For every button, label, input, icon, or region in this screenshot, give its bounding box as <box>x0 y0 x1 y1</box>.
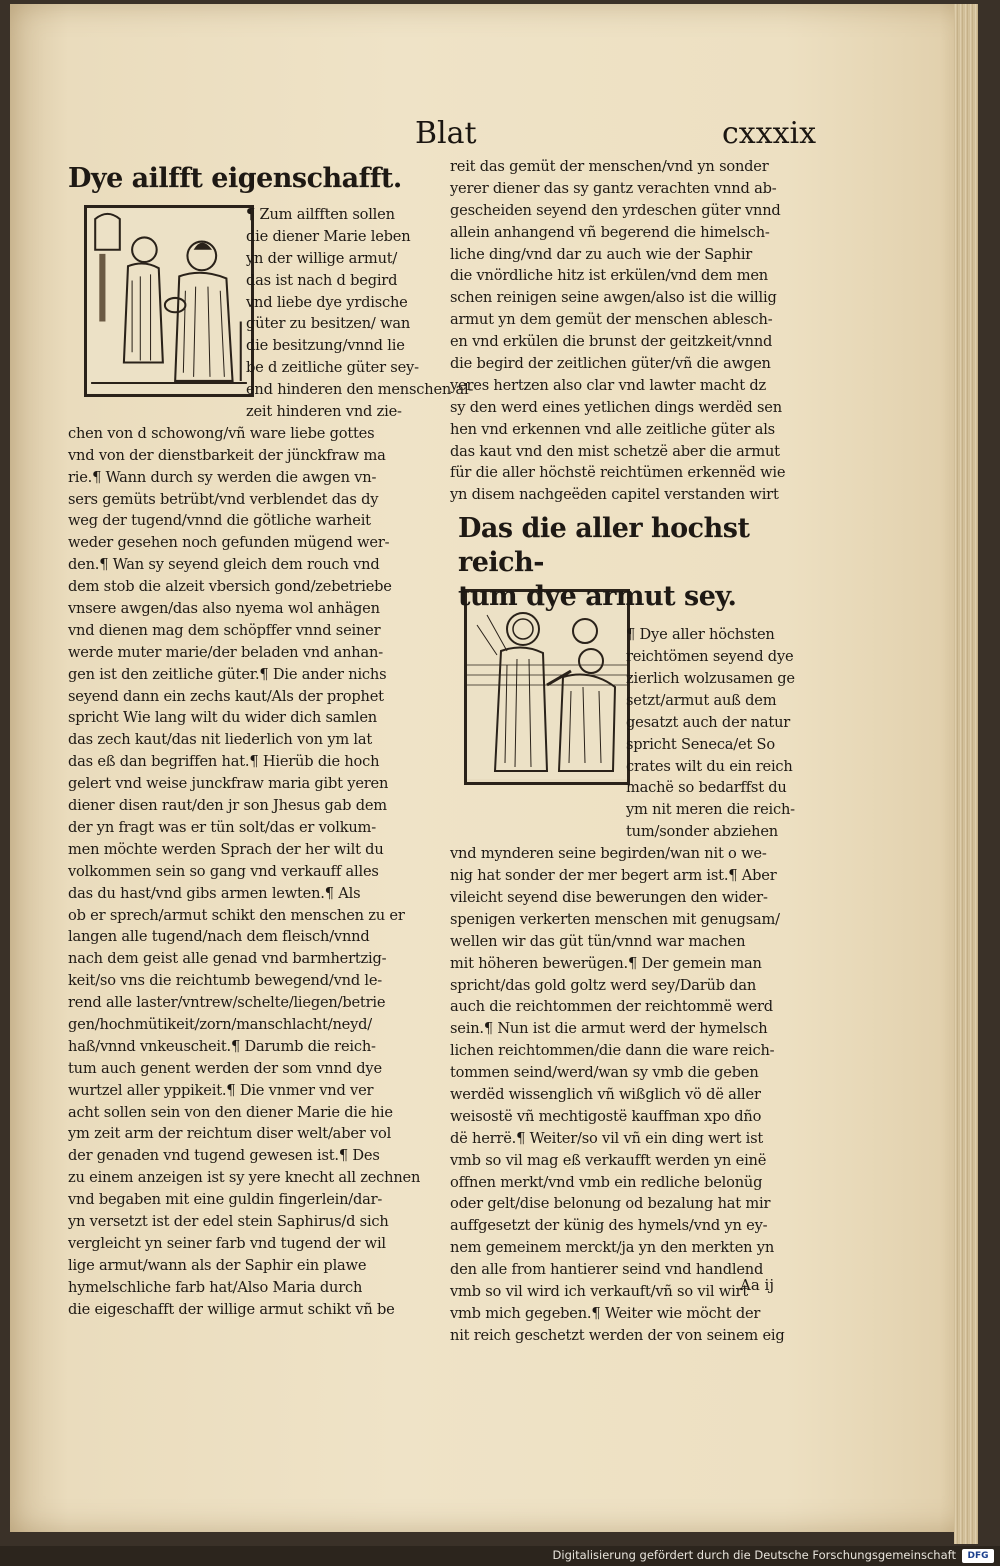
text-line: spenigen verkerten menschen mit genugsam/ <box>450 910 780 928</box>
right-chapter-heading <box>458 512 822 614</box>
left-text-body <box>68 423 438 1321</box>
text-line: das zech kaut/das nit liederlich von ym lat <box>68 731 373 749</box>
text-line: chen von d schowong/vñ ware liebe gottes <box>68 424 375 442</box>
text-line: rend alle laster/vntrew/schelte/liegen/betrie <box>68 994 386 1012</box>
text-line: gelert vnd weise junckfraw maria gibt yeren <box>68 775 389 793</box>
text-line: den alle from hantierer seind vnd handlend <box>450 1261 764 1279</box>
text-line: yn der willige armut/ <box>246 249 398 267</box>
text-line: yeres hertzen also clar vnd lawter macht dz <box>450 376 766 394</box>
text-line: vmb so vil mag eß verkaufft werden yn einë <box>450 1151 767 1169</box>
text-line: diener disen raut/den jr son Jhesus gab dem <box>68 797 387 815</box>
text-line: die diener Marie leben <box>246 227 411 245</box>
text-line: das eß dan begriffen hat.¶ Hierüb die hoch <box>68 753 380 771</box>
text-line: weisostë vñ mechtigostë kauffman xpo dño <box>450 1107 762 1125</box>
text-line: spricht/das gold goltz werd sey/Darüb dan <box>450 976 757 994</box>
text-line: vmb mich gegeben.¶ Weiter wie möcht der <box>450 1304 761 1322</box>
text-line: end hinderen den menschen al- <box>246 381 474 399</box>
left-text-column <box>68 162 474 1320</box>
text-line: lichen reichtommen/die dann die ware reich- <box>450 1042 775 1060</box>
footer-credit: Digitalisierung gefördert durch die Deutsche Forschungsgemeinschaft <box>552 1548 956 1562</box>
dfg-logo: DFG <box>962 1549 994 1563</box>
left-text-beside-woodcut <box>246 204 474 423</box>
text-line: haß/vnnd vnkeuscheit.¶ Darumb die reich- <box>68 1037 376 1055</box>
text-line: hymelschliche farb hat/Also Maria durch <box>68 1278 363 1296</box>
text-line: hen vnd erkennen vnd alle zeitliche güter als <box>450 420 775 438</box>
text-line: ym zeit arm der reichtum diser welt/aber vol <box>68 1125 392 1143</box>
text-line: tum/sonder abziehen <box>626 823 778 841</box>
folio-number: cxxxix <box>722 116 817 151</box>
text-line: gescheiden seyend den yrdeschen güter vnnd <box>450 201 781 219</box>
text-line: liche ding/vnd dar zu auch wie der Saphir <box>450 245 753 263</box>
text-line: den.¶ Wan sy seyend gleich dem rouch vnd <box>68 556 380 574</box>
text-line: vileicht seyend dise bewerungen den wider- <box>450 888 768 906</box>
text-line: zu einem anzeigen ist sy yere knecht all zechnen <box>68 1169 421 1187</box>
text-line: gen/hochmütikeit/zorn/manschlacht/neyd/ <box>68 1015 372 1033</box>
text-line: vnd begaben mit eine guldin fingerlein/dar- <box>68 1191 383 1209</box>
signature-mark: Aa ij <box>740 1276 774 1294</box>
text-line: crates wilt du ein reich <box>626 757 793 775</box>
text-line: der genaden vnd tugend gewesen ist.¶ Des <box>68 1147 380 1165</box>
right-heading-line-1: Das die aller hochst reich- <box>458 513 750 579</box>
text-line: rie.¶ Wann durch sy werden die awgen vn- <box>68 468 377 486</box>
text-line: sy den werd eines yetlichen dings werdëd sen <box>450 398 782 416</box>
text-line: auffgesetzt der künig des hymels/vnd yn ey- <box>450 1217 768 1235</box>
page-edges <box>954 4 978 1544</box>
text-line: die vnördliche hitz ist erkülen/vnd dem men <box>450 267 768 285</box>
text-line: weg der tugend/vnnd die götliche warheit <box>68 512 371 530</box>
text-line: vnd liebe dye yrdische <box>246 293 408 311</box>
text-line: langen alle tugend/nach dem fleisch/vnnd <box>68 928 370 946</box>
text-line: wurtzel aller yppikeit.¶ Die vnmer vnd ver <box>68 1081 374 1099</box>
right-heading-line-2: tum dye armut sey. <box>458 581 737 613</box>
text-line: werdëd wissenglich vñ wißglich vö dë aller <box>450 1085 761 1103</box>
text-line: volkommen sein so gang vnd verkauff alles <box>68 862 379 880</box>
right-text-body <box>450 843 822 1346</box>
text-line: setzt/armut auß dem <box>626 691 777 709</box>
left-chapter-heading: Dye ailfft eigenschafft. <box>68 163 402 194</box>
text-line: vmb so vil wird ich verkauft/vñ so vil wirt <box>450 1282 748 1300</box>
page-header <box>10 116 978 156</box>
text-line: lige armut/wann als der Saphir ein plawe <box>68 1256 367 1274</box>
right-text-column <box>450 156 822 1347</box>
text-line: gen ist den zeitliche güter.¶ Die ander nichs <box>68 665 387 683</box>
text-line: schen reinigen seine awgen/also ist die willig <box>450 289 777 307</box>
text-line: auch die reichtommen der reichtommë werd <box>450 998 773 1016</box>
text-line: oder gelt/dise belonung od bezalung hat mir <box>450 1195 771 1213</box>
text-line: sein.¶ Nun ist die armut werd der hymelsch <box>450 1020 768 1038</box>
text-line: vnsere awgen/das also nyema wol anhägen <box>68 600 380 618</box>
text-line: für die aller höchstë reichtümen erkennëd wie <box>450 464 786 482</box>
text-line: die besitzung/vnnd lie <box>246 337 405 355</box>
text-line: nig hat sonder der mer begert arm ist.¶ Aber <box>450 867 777 885</box>
text-line: das ist nach d begird <box>246 271 398 289</box>
text-line: dë herrë.¶ Weiter/so vil vñ ein ding wert ist <box>450 1129 764 1147</box>
text-line: acht sollen sein von den diener Marie die hie <box>68 1103 393 1121</box>
text-line: be d zeitliche güter sey- <box>246 359 419 377</box>
text-line: gesatzt auch der natur <box>626 713 791 731</box>
text-line: tum auch genent werden der som vnnd dye <box>68 1059 382 1077</box>
text-line: vnd mynderen seine begirden/wan nit o we- <box>450 845 767 863</box>
text-line: der yn fragt was er tün solt/das er volkum- <box>68 818 376 836</box>
text-line: güter zu besitzen/ wan <box>246 315 411 333</box>
text-line: ob er sprech/armut schikt den menschen zu er <box>68 906 405 924</box>
text-line: zierlich wolzusamen ge <box>626 670 795 688</box>
text-line: vnd dienen mag dem schöpffer vnnd seiner <box>68 621 381 639</box>
digitization-footer <box>0 1546 1000 1566</box>
text-line: wellen wir das güt tün/vnnd war machen <box>450 932 746 950</box>
text-line: vnd von der dienstbarkeit der jünckfraw ma <box>68 446 386 464</box>
text-line: keit/so vns die reichtumb bewegend/vnd le- <box>68 972 383 990</box>
text-line: nach dem geist alle genad vnd barmhertzig- <box>68 950 387 968</box>
text-line: die begird der zeitlichen güter/vñ die awgen <box>450 355 771 373</box>
text-line: nit reich geschetzt werden der von seinem eig <box>450 1326 785 1344</box>
text-line: die eigeschafft der willige armut schikt vñ be <box>68 1300 395 1318</box>
text-line: reit das gemüt der menschen/vnd yn sonder <box>450 158 769 175</box>
text-line: das kaut vnd den mist schetzë aber die armut <box>450 442 780 460</box>
text-line: allein anhangend vñ begerend die himelsch- <box>450 223 770 241</box>
text-line: ¶ Zum ailfften sollen <box>246 206 395 223</box>
text-line: das du hast/vnd gibs armen lewten.¶ Als <box>68 884 361 902</box>
text-line: nem gemeinem merckt/ja yn den merkten yn <box>450 1239 775 1257</box>
text-line: weder gesehen noch gefunden mügend wer- <box>68 534 390 552</box>
text-line: werde muter marie/der beladen vnd anhan- <box>68 643 383 661</box>
text-line: machë so bedarffst du <box>626 779 787 797</box>
text-line: yn disem nachgeëden capitel verstanden wirt <box>450 486 779 504</box>
text-line: yerer diener das sy gantz verachten vnnd ab- <box>450 179 777 197</box>
right-text-beside-woodcut <box>626 624 822 843</box>
text-line: spricht Seneca/et So <box>626 735 775 753</box>
text-line: spricht Wie lang wilt du wider dich samlen <box>68 709 377 727</box>
text-line: vergleicht yn seiner farb vnd tugend der wil <box>68 1234 386 1252</box>
text-line: mit höheren bewerügen.¶ Der gemein man <box>450 954 762 972</box>
text-line: zeit hinderen vnd zie- <box>246 403 402 421</box>
text-line: tommen seind/werd/wan sy vmb die geben <box>450 1064 759 1082</box>
text-line: ym nit meren die reich- <box>626 801 795 819</box>
text-line: offnen merkt/vnd vmb ein redliche belonüg <box>450 1173 763 1191</box>
text-line: sers gemüts betrübt/vnd verblendet das dy <box>68 490 379 508</box>
text-line: yn versetzt ist der edel stein Saphirus/d sich <box>68 1212 389 1230</box>
text-line: seyend dann ein zechs kaut/Als der prophet <box>68 687 384 705</box>
right-text-top <box>450 156 822 506</box>
text-line: armut yn dem gemüt der menschen ablesch- <box>450 311 773 329</box>
header-word: Blat <box>415 116 477 151</box>
text-line: reichtömen seyend dye <box>626 648 794 666</box>
text-line: ¶ Dye aller höchsten <box>626 626 775 644</box>
text-line: men möchte werden Sprach der her wilt du <box>68 840 384 858</box>
text-line: en vnd erkülen die brunst der geitzkeit/vnnd <box>450 333 773 351</box>
text-line: dem stob die alzeit vbersich gond/zebetriebe <box>68 578 392 596</box>
